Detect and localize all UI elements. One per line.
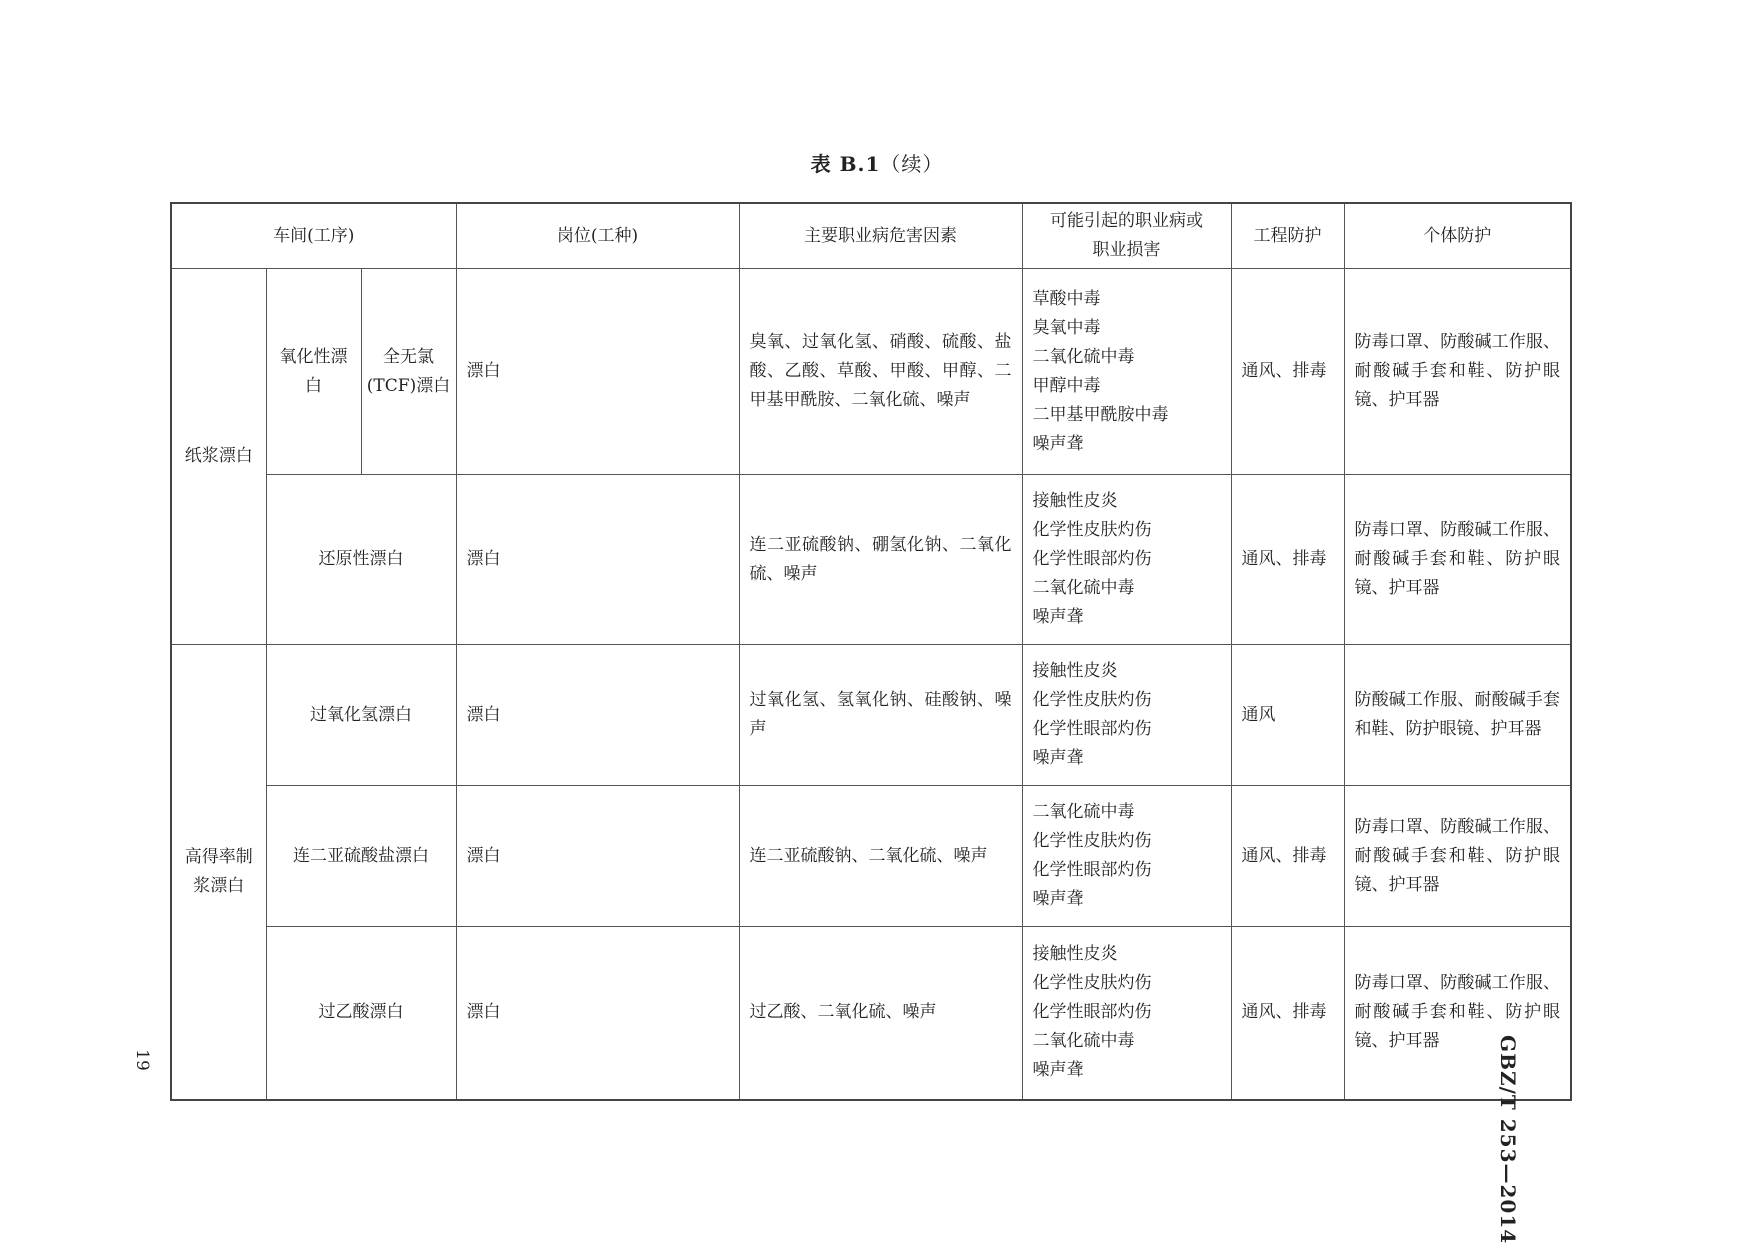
disease-item: 化学性皮肤灼伤 — [1032, 973, 1152, 994]
caption-label: 表 B.1 — [810, 152, 881, 176]
disease-item: 化学性皮肤灼伤 — [1032, 831, 1152, 851]
post-cell: 漂白 — [456, 269, 739, 475]
disease-item: 噪声聋 — [1032, 433, 1084, 454]
header-disease-line2: 职业损害 — [1092, 240, 1161, 260]
post-cell: 漂白 — [456, 475, 739, 645]
sub-peroxide-bleaching: 过氧化氢漂白 — [266, 645, 456, 786]
disease-item: 接触性皮炎 — [1032, 661, 1118, 681]
disease-item: 草酸中毒 — [1032, 288, 1101, 309]
disease-item: 二氧化硫中毒 — [1032, 802, 1135, 822]
disease-item: 接触性皮炎 — [1032, 491, 1118, 511]
header-personal: 个体防护 — [1344, 203, 1571, 269]
diseases-cell — [1022, 475, 1231, 645]
disease-item: 臭氧中毒 — [1032, 317, 1101, 338]
disease-item: 化学性皮肤灼伤 — [1032, 690, 1152, 710]
engineering-cell: 通风、排毒 — [1231, 927, 1344, 1100]
disease-item: 化学性眼部灼伤 — [1032, 860, 1152, 880]
personal-cell: 防毒口罩、防酸碱工作服、耐酸碱手套和鞋、防护眼镜、护耳器 — [1344, 927, 1571, 1100]
disease-item: 二甲基甲酰胺中毒 — [1032, 404, 1169, 425]
personal-cell: 防毒口罩、防酸碱工作服、耐酸碱手套和鞋、防护眼镜、护耳器 — [1344, 475, 1571, 645]
hazards-cell: 连二亚硫酸钠、硼氢化钠、二氧化硫、噪声 — [739, 475, 1022, 645]
standard-code: GBZ/T 253—2014 — [1496, 1035, 1520, 1244]
disease-item: 噪声聋 — [1032, 607, 1084, 627]
personal-cell: 防酸碱工作服、耐酸碱手套和鞋、防护眼镜、护耳器 — [1344, 645, 1571, 786]
engineering-cell: 通风 — [1231, 645, 1344, 786]
table-row — [171, 786, 1571, 927]
sub-dithionite-bleaching: 连二亚硫酸盐漂白 — [266, 786, 456, 927]
sub-tcf-bleaching: 全无氯(TCF)漂白 — [361, 269, 456, 475]
post-cell: 漂白 — [456, 786, 739, 927]
table-row — [171, 269, 1571, 475]
personal-cell: 防毒口罩、防酸碱工作服、耐酸碱手套和鞋、防护眼镜、护耳器 — [1344, 786, 1571, 927]
disease-item: 化学性皮肤灼伤 — [1032, 520, 1152, 540]
disease-item: 二氧化硫中毒 — [1032, 578, 1135, 598]
post-cell: 漂白 — [456, 645, 739, 786]
table-row — [171, 927, 1571, 1100]
header-workshop: 车间(工序) — [171, 203, 456, 269]
hazards-cell: 过乙酸、二氧化硫、噪声 — [739, 927, 1022, 1100]
caption-continued: （续） — [880, 152, 944, 176]
table-caption — [0, 148, 1754, 177]
disease-item: 化学性眼部灼伤 — [1032, 1002, 1152, 1023]
sub-oxidative-bleaching: 氧化性漂白 — [266, 269, 361, 475]
diseases-cell — [1022, 645, 1231, 786]
sub-reductive-bleaching: 还原性漂白 — [266, 475, 456, 645]
header-disease — [1022, 203, 1231, 269]
disease-item: 甲醇中毒 — [1032, 375, 1101, 396]
table-row — [171, 645, 1571, 786]
group-high-yield-bleaching: 高得率制浆漂白 — [171, 645, 266, 1100]
table-header-row — [171, 203, 1571, 269]
header-disease-line1: 可能引起的职业病或 — [1050, 211, 1204, 231]
disease-item: 化学性眼部灼伤 — [1032, 549, 1152, 569]
header-engineering: 工程防护 — [1231, 203, 1344, 269]
hazards-cell: 臭氧、过氧化氢、硝酸、硫酸、盐酸、乙酸、草酸、甲酸、甲醇、二甲基甲酰胺、二氧化硫、噪声 — [739, 269, 1022, 475]
engineering-cell: 通风、排毒 — [1231, 475, 1344, 645]
diseases-cell — [1022, 786, 1231, 927]
hazards-cell: 过氧化氢、氢氧化钠、硅酸钠、噪声 — [739, 645, 1022, 786]
diseases-cell — [1022, 269, 1231, 475]
disease-item: 二氧化硫中毒 — [1032, 346, 1135, 367]
post-cell: 漂白 — [456, 927, 739, 1100]
disease-item: 噪声聋 — [1032, 1060, 1084, 1081]
hazards-cell: 连二亚硫酸钠、二氧化硫、噪声 — [739, 786, 1022, 927]
table-row — [171, 475, 1571, 645]
engineering-cell: 通风、排毒 — [1231, 269, 1344, 475]
diseases-cell — [1022, 927, 1231, 1100]
hazard-table — [170, 202, 1572, 1101]
engineering-cell: 通风、排毒 — [1231, 786, 1344, 927]
disease-item: 化学性眼部灼伤 — [1032, 719, 1152, 739]
disease-item: 接触性皮炎 — [1032, 944, 1118, 965]
disease-item: 噪声聋 — [1032, 889, 1084, 909]
header-hazards: 主要职业病危害因素 — [739, 203, 1022, 269]
disease-item: 噪声聋 — [1032, 748, 1084, 768]
disease-item: 二氧化硫中毒 — [1032, 1031, 1135, 1052]
page-number: 19 — [131, 1049, 152, 1071]
personal-cell: 防毒口罩、防酸碱工作服、耐酸碱手套和鞋、防护眼镜、护耳器 — [1344, 269, 1571, 475]
sub-peracetic-bleaching: 过乙酸漂白 — [266, 927, 456, 1100]
group-pulp-bleaching: 纸浆漂白 — [171, 269, 266, 645]
header-post: 岗位(工种) — [456, 203, 739, 269]
